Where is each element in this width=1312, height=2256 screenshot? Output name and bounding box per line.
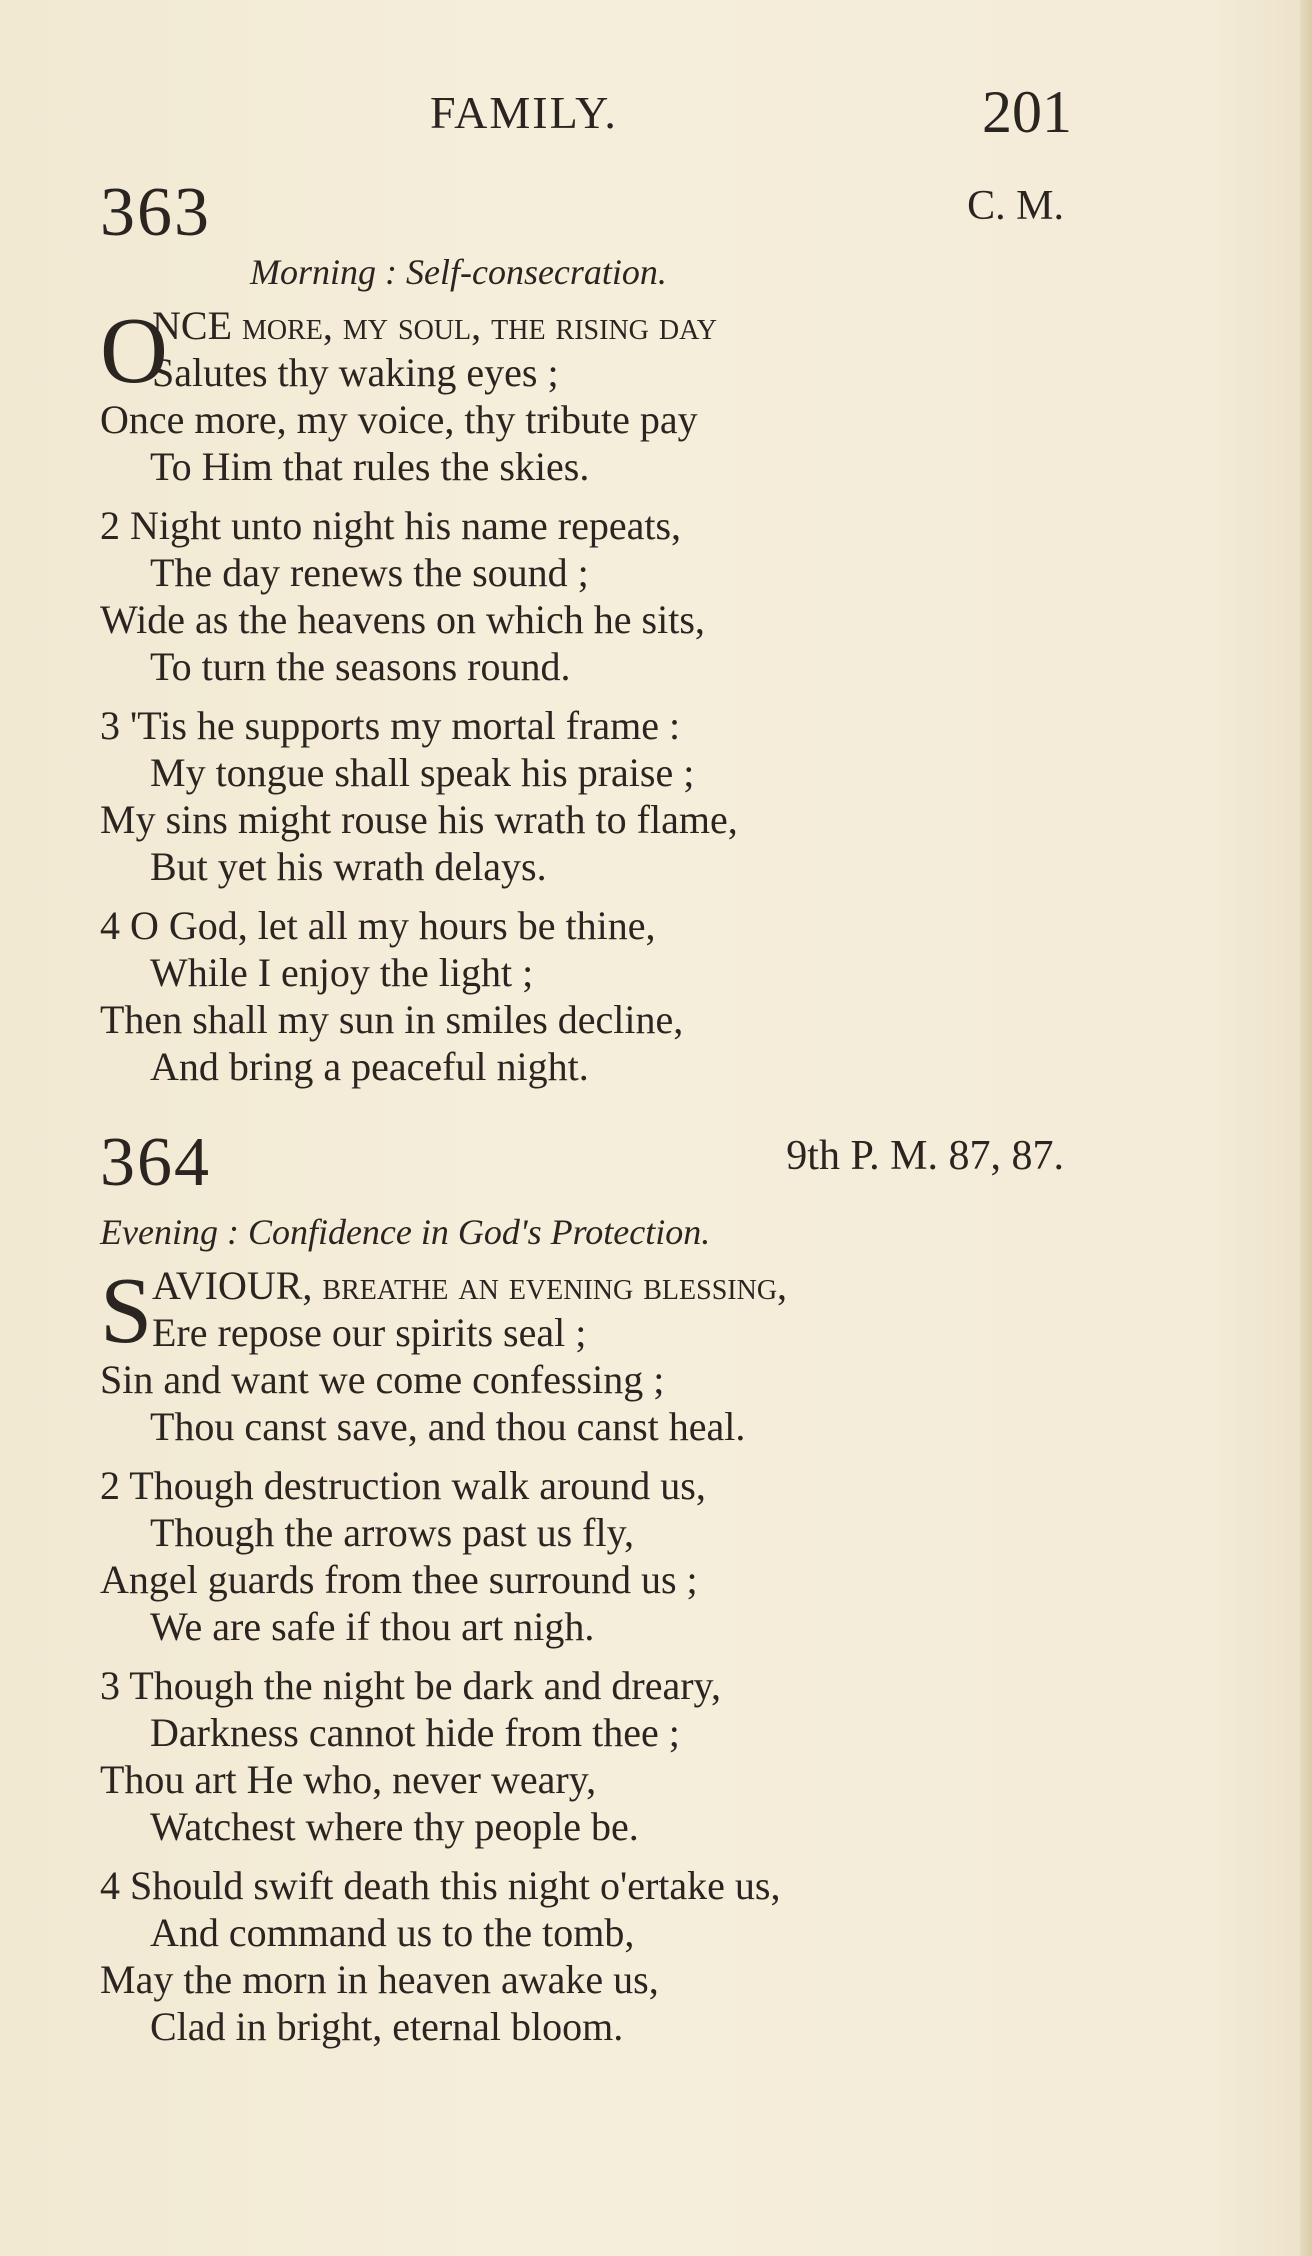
stanza-4 bbox=[100, 902, 1090, 1090]
verse-line: Ere repose our spirits seal ; bbox=[152, 1310, 587, 1355]
verse-line: And command us to the tomb, bbox=[150, 1910, 635, 1955]
stanza-3 bbox=[100, 1662, 1090, 1850]
drop-cap: S bbox=[100, 1259, 153, 1363]
hymn-header bbox=[100, 1124, 1090, 1201]
verse-line: Angel guards from thee surround us ; bbox=[100, 1557, 698, 1602]
hymn-363 bbox=[100, 174, 1090, 1090]
stanza-1 bbox=[100, 299, 1090, 490]
hymn-meter: C. M. bbox=[967, 183, 1064, 229]
stanza-1 bbox=[100, 1259, 1090, 1450]
verse-line-text: NCE more, my soul, the rising day bbox=[152, 303, 717, 348]
hymn-364 bbox=[100, 1124, 1090, 2050]
drop-cap: O bbox=[100, 299, 168, 403]
verse-line: Thou canst save, and thou canst heal. bbox=[150, 1404, 746, 1449]
stanza-3 bbox=[100, 702, 1090, 890]
verse-line-text: AVIOUR, breathe an evening blessing, bbox=[152, 1263, 788, 1308]
verse-line: While I enjoy the light ; bbox=[150, 950, 534, 995]
verse-line: Clad in bright, eternal bloom. bbox=[150, 2004, 624, 2049]
stanza-4 bbox=[100, 1862, 1090, 2050]
verse-line: 3 'Tis he supports my mortal frame : bbox=[100, 703, 681, 748]
verse-line: But yet his wrath delays. bbox=[150, 844, 547, 889]
hymn-meter: 9th P. M. 87, 87. bbox=[786, 1133, 1064, 1179]
stanza-2 bbox=[100, 1462, 1090, 1650]
page-number: 201 bbox=[982, 79, 1072, 145]
verse-line: May the morn in heaven awake us, bbox=[100, 1957, 659, 2002]
hymn-topic: Morning : Self-consecration. bbox=[250, 252, 667, 292]
verse-line: Then shall my sun in smiles decline, bbox=[100, 997, 684, 1042]
page-edge bbox=[1300, 0, 1312, 2256]
stanza-2 bbox=[100, 502, 1090, 690]
hymn-number: 363 bbox=[100, 174, 211, 251]
verse-line: To Him that rules the skies. bbox=[150, 444, 590, 489]
verse-line: We are safe if thou art nigh. bbox=[150, 1604, 595, 1649]
verse-line: 2 Though destruction walk around us, bbox=[100, 1463, 706, 1508]
verse-line: And bring a peaceful night. bbox=[150, 1044, 589, 1089]
verse-line: Though the arrows past us fly, bbox=[150, 1510, 634, 1555]
verse-line: Wide as the heavens on which he sits, bbox=[100, 597, 705, 642]
verse-line: My sins might rouse his wrath to flame, bbox=[100, 797, 738, 842]
verse-line: Watchest where thy people be. bbox=[150, 1804, 639, 1849]
verse-line: 3 Though the night be dark and dreary, bbox=[100, 1663, 721, 1708]
verse-line: Sin and want we come confessing ; bbox=[100, 1357, 665, 1402]
verse-line: To turn the seasons round. bbox=[150, 644, 571, 689]
running-head: FAMILY. bbox=[430, 87, 618, 138]
verse-line: 4 O God, let all my hours be thine, bbox=[100, 903, 656, 948]
verse-line: 4 Should swift death this night o'ertake us, bbox=[100, 1863, 781, 1908]
verse-line: Salutes thy waking eyes ; bbox=[152, 350, 559, 395]
verse-line: The day renews the sound ; bbox=[150, 550, 589, 595]
page-header bbox=[100, 78, 1080, 148]
hymn-number: 364 bbox=[100, 1124, 211, 1201]
hymn-header bbox=[100, 174, 1090, 251]
verse-line: 2 Night unto night his name repeats, bbox=[100, 503, 682, 548]
hymn-topic: Evening : Confidence in God's Protection. bbox=[100, 1212, 711, 1252]
verse-line: Once more, my voice, thy tribute pay bbox=[100, 397, 698, 442]
verse-line: My tongue shall speak his praise ; bbox=[150, 750, 695, 795]
verse-line: Thou art He who, never weary, bbox=[100, 1757, 597, 1802]
verse-line: Darkness cannot hide from thee ; bbox=[150, 1710, 680, 1755]
